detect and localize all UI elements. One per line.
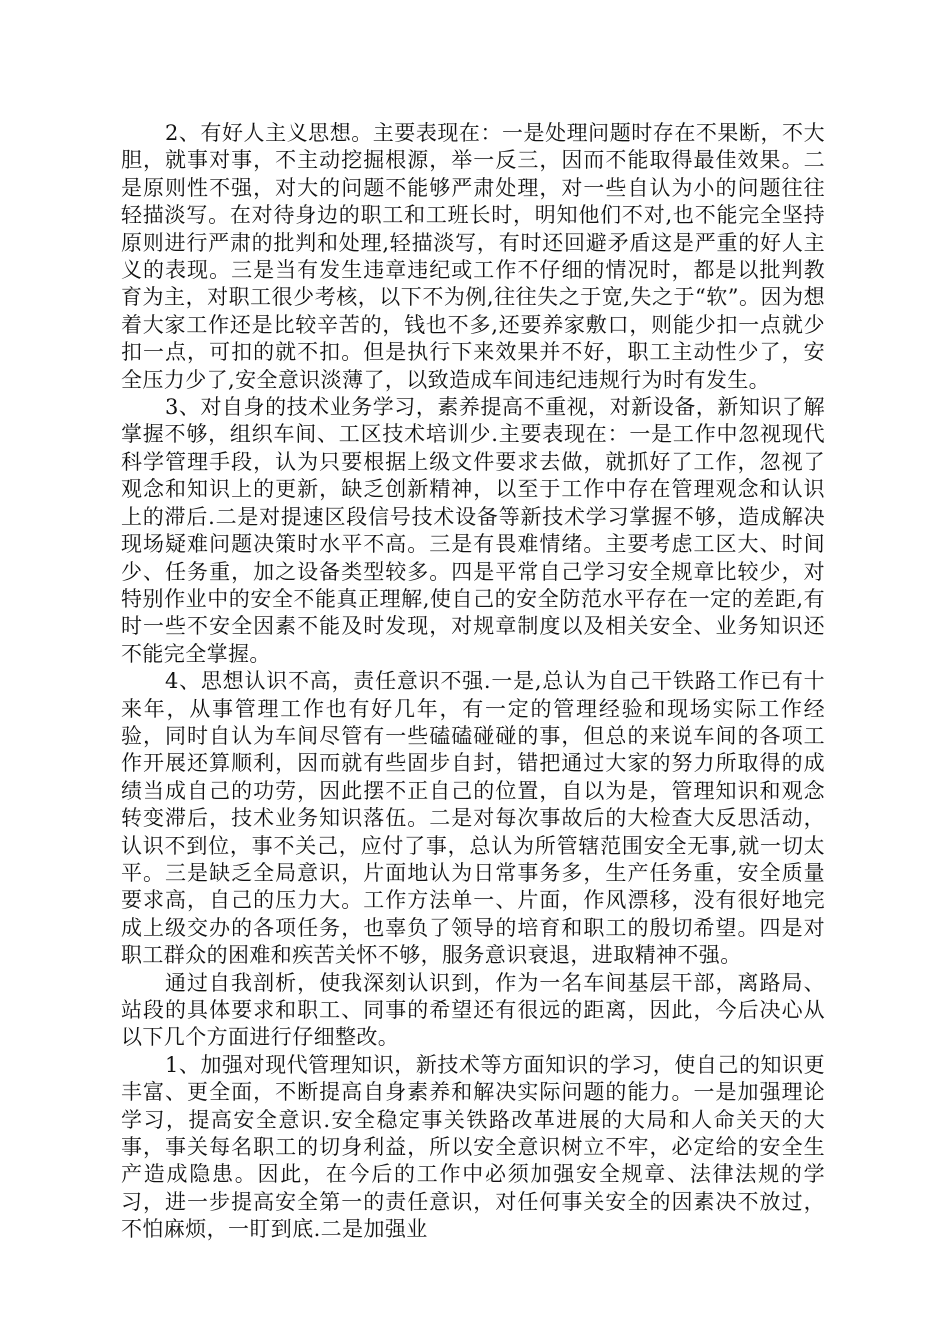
paragraph-technical-study: 3、对自身的技术业务学习，素养提高不重视，对新设备，新知识了解掌握不够，组织车间、工区技术培训少.主要表现在：一是工作中忽视现代科学管理手段，认为只要根据上级文件要求去做，就抓好了工作，忽视了观念和知识上的更新，缺乏创新精神，以至于工作中存在管理观念和认识上的滞后.二是对提速区段信号技术设备等新技术学习掌握不够，造成解决现场疑难问题决策时水平不高。三是有畏难情绪。主要考虑工区大、时间少、任务重，加之设备类型较多。四是平常自己学习安全规章比较少，对特别作业中的安全不能真正理解,使自己的安全防范水平存在一定的差距,有时一些不安全因素不能及时发现，对规章制度以及相关安全、业务知识还不能完全掌握。 [121, 395, 825, 666]
paragraph-responsibility-awareness: 4、思想认识不高，责任意识不强.一是,总认为自己干铁路工作已有十来年，从事管理工作也有好几年，有一定的管理经验和现场实际工作经验，同时自认为车间尽管有一些磕磕碰碰的事，但总的来说车间的各项工作开展还算顺利，因而就有些固步自封，错把通过大家的努力所取得的成绩当成自己的功劳，因此摆不正自己的位置，自以为是，管理知识和观念转变滞后，技术业务知识落伍。二是对每次事故后的大检查大反思活动，认识不到位，事不关己，应付了事，总认为所管辖范围安全无事,就一切太平。三是缺乏全局意识，片面地认为日常事务多，生产任务重，安全质量要求高，自己的压力大。工作方法单一、片面，作风漂移，没有很好地完成上级交办的各项任务，也辜负了领导的培育和职工的殷切希望。四是对职工群众的困难和疾苦关怀不够，服务意识衰退，进取精神不强。 [121, 669, 825, 968]
paragraph-self-analysis-summary: 通过自我剖析，使我深刻认识到，作为一名车间基层干部，离路局、站段的具体要求和职工、同事的希望还有很远的距离，因此，今后决心从以下几个方面进行仔细整改。 [121, 970, 825, 1050]
paragraph-good-person-attitude: 2、有好人主义思想。主要表现在：一是处理问题时存在不果断，不大胆，就事对事，不主动挖掘根源，举一反三，因而不能取得最佳效果。二是原则性不强，对大的问题不能够严肃处理，对一些自认为小的问题往往轻描淡写。在对待身边的职工和工班长时，明知他们不对,也不能完全坚持原则进行严肃的批判和处理,轻描淡写，有时还回避矛盾这是严重的好人主义的表现。三是当有发生违章违纪或工作不仔细的情况时，都是以批判教育为主，对职工很少考核，以下不为例,往往失之于宽,失之于“软”。因为想着大家工作还是比较辛苦的，钱也不多,还要养家敷口，则能少扣一点就少扣一点，可扣的就不扣。但是执行下来效果并不好，职工主动性少了，安全压力少了,安全意识淡薄了，以致造成车间违纪违规行为时有发生。 [121, 121, 825, 392]
paragraph-improvement-plan-1: 1、加强对现代管理知识，新技术等方面知识的学习，使自己的知识更丰富、更全面，不断提高自身素养和解决实际问题的能力。一是加强理论学习，提高安全意识.安全稳定事关铁路改革进展的大局和人命关天的大事，事关每名职工的切身利益，所以安全意识树立不牢，必定给的安全生产造成隐患。因此，在今后的工作中必须加强安全规章、法律法规的学习，进一步提高安全第一的责任意识，对任何事关安全的因素决不放过，不怕麻烦，一盯到底.二是加强业 [121, 1052, 825, 1242]
document-body [121, 120, 825, 1244]
